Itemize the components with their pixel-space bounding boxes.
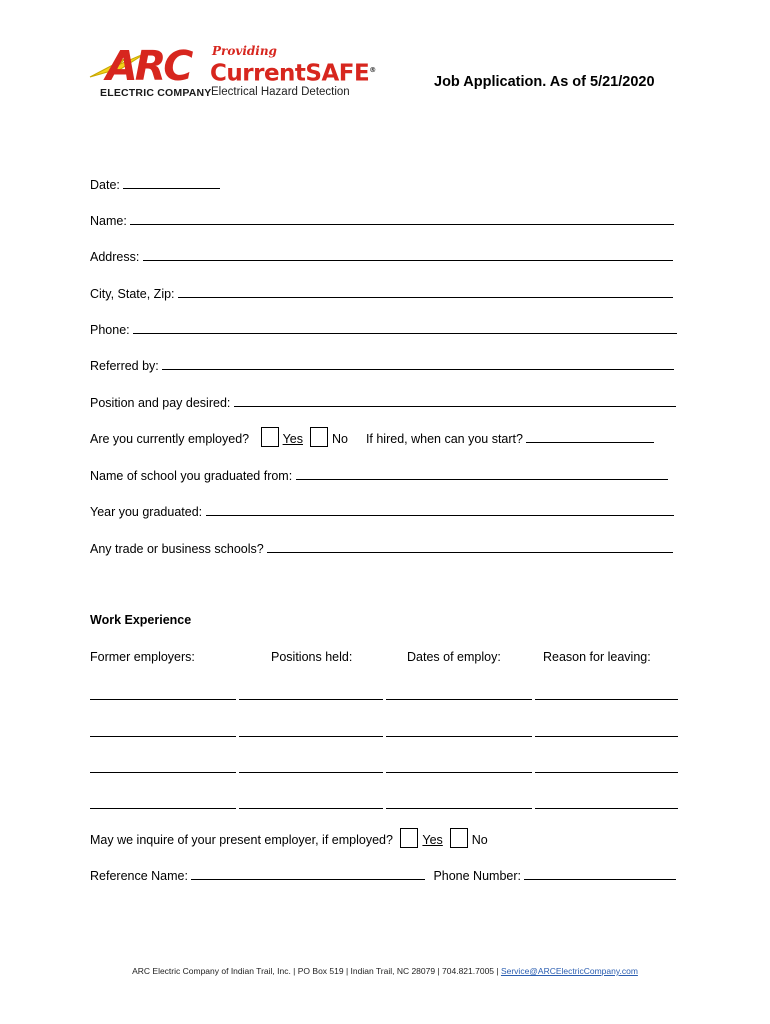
position-held-input-line[interactable] bbox=[239, 772, 383, 773]
employer-input-line[interactable] bbox=[90, 736, 236, 737]
inquire-field bbox=[90, 828, 488, 848]
school-input-line[interactable] bbox=[296, 467, 668, 480]
employed-yes-label: Yes bbox=[282, 432, 303, 446]
footer-address: ARC Electric Company of Indian Trail, Inc. | PO Box 519 | Indian Trail, NC 28079 | 704.821.7005 | bbox=[132, 966, 501, 976]
column-dates-of-employ: Dates of employ: bbox=[407, 650, 501, 664]
position-input-line[interactable] bbox=[234, 394, 676, 407]
phone-field bbox=[90, 321, 677, 337]
date-field bbox=[90, 176, 220, 192]
inquire-label: May we inquire of your present employer, if employed? bbox=[90, 833, 397, 847]
registered-mark-icon: ® bbox=[369, 66, 376, 74]
reason-input-line[interactable] bbox=[535, 772, 678, 773]
currentsafe-providing: Providing bbox=[212, 44, 277, 58]
employer-input-line[interactable] bbox=[90, 772, 236, 773]
school-label: Name of school you graduated from: bbox=[90, 469, 296, 483]
city-input-line[interactable] bbox=[178, 285, 673, 298]
phone-input-line[interactable] bbox=[133, 321, 677, 334]
date-input-line[interactable] bbox=[123, 176, 220, 189]
year-input-line[interactable] bbox=[206, 503, 674, 516]
referred-field bbox=[90, 357, 674, 373]
currentsafe-current: Current bbox=[210, 60, 306, 87]
reason-input-line[interactable] bbox=[535, 699, 678, 700]
reference-phone-label: Phone Number: bbox=[433, 869, 525, 883]
employer-input-line[interactable] bbox=[90, 808, 236, 809]
referred-input-line[interactable] bbox=[162, 357, 674, 370]
reference-input-line[interactable] bbox=[191, 867, 425, 880]
start-input-line[interactable] bbox=[526, 430, 654, 443]
position-field bbox=[90, 394, 676, 410]
reason-input-line[interactable] bbox=[535, 808, 678, 809]
currentsafe-safe: SAFE bbox=[305, 60, 370, 87]
column-former-employers: Former employers: bbox=[90, 650, 195, 664]
employer-input-line[interactable] bbox=[90, 699, 236, 700]
employed-field bbox=[90, 427, 654, 447]
work-experience-title: Work Experience bbox=[90, 613, 192, 627]
reason-input-line[interactable] bbox=[535, 736, 678, 737]
footer-email-link[interactable]: Service@ARCElectricCompany.com bbox=[500, 966, 638, 976]
trade-field bbox=[90, 540, 673, 556]
city-state-zip-field bbox=[90, 285, 673, 301]
dates-input-line[interactable] bbox=[386, 699, 532, 700]
trade-input-line[interactable] bbox=[267, 540, 673, 553]
name-field bbox=[90, 212, 674, 228]
dates-input-line[interactable] bbox=[386, 736, 532, 737]
employed-no-checkbox[interactable] bbox=[310, 427, 328, 447]
school-field bbox=[90, 467, 668, 483]
currentsafe-logo bbox=[210, 44, 376, 104]
dates-input-line[interactable] bbox=[386, 772, 532, 773]
reference-phone-input-line[interactable] bbox=[524, 867, 676, 880]
arc-logo-text: ARC bbox=[106, 42, 191, 90]
inquire-no-checkbox[interactable] bbox=[450, 828, 468, 848]
arc-logo bbox=[88, 43, 210, 103]
employed-yes-checkbox[interactable] bbox=[261, 427, 279, 447]
position-held-input-line[interactable] bbox=[239, 808, 383, 809]
arc-logo-subtitle: ELECTRIC COMPANY bbox=[100, 87, 212, 99]
address-field bbox=[90, 248, 673, 264]
inquire-yes-label: Yes bbox=[422, 833, 443, 847]
currentsafe-wordmark bbox=[210, 56, 376, 88]
trade-label: Any trade or business schools? bbox=[90, 542, 268, 556]
year-field bbox=[90, 503, 674, 519]
page-footer bbox=[0, 966, 770, 976]
name-label: Name: bbox=[90, 214, 131, 228]
date-label: Date: bbox=[90, 178, 124, 192]
employed-no-label: No bbox=[331, 432, 348, 446]
reference-label: Reference Name: bbox=[90, 869, 192, 883]
column-reason-for-leaving: Reason for leaving: bbox=[543, 650, 651, 664]
inquire-no-label: No bbox=[471, 833, 488, 847]
year-label: Year you graduated: bbox=[90, 505, 206, 519]
address-label: Address: bbox=[90, 250, 143, 264]
name-input-line[interactable] bbox=[130, 212, 674, 225]
inquire-yes-checkbox[interactable] bbox=[400, 828, 418, 848]
reference-field bbox=[90, 867, 676, 883]
phone-label: Phone: bbox=[90, 323, 134, 337]
column-positions-held: Positions held: bbox=[271, 650, 353, 664]
position-held-input-line[interactable] bbox=[239, 699, 383, 700]
address-input-line[interactable] bbox=[143, 248, 673, 261]
city-label: City, State, Zip: bbox=[90, 287, 178, 301]
employed-label: Are you currently employed? bbox=[90, 432, 253, 446]
start-label: If hired, when can you start? bbox=[365, 432, 527, 446]
position-held-input-line[interactable] bbox=[239, 736, 383, 737]
position-label: Position and pay desired: bbox=[90, 396, 234, 410]
referred-label: Referred by: bbox=[90, 359, 163, 373]
currentsafe-tagline: Electrical Hazard Detection bbox=[211, 86, 350, 98]
dates-input-line[interactable] bbox=[386, 808, 532, 809]
page-title: Job Application. As of 5/21/2020 bbox=[434, 74, 655, 90]
